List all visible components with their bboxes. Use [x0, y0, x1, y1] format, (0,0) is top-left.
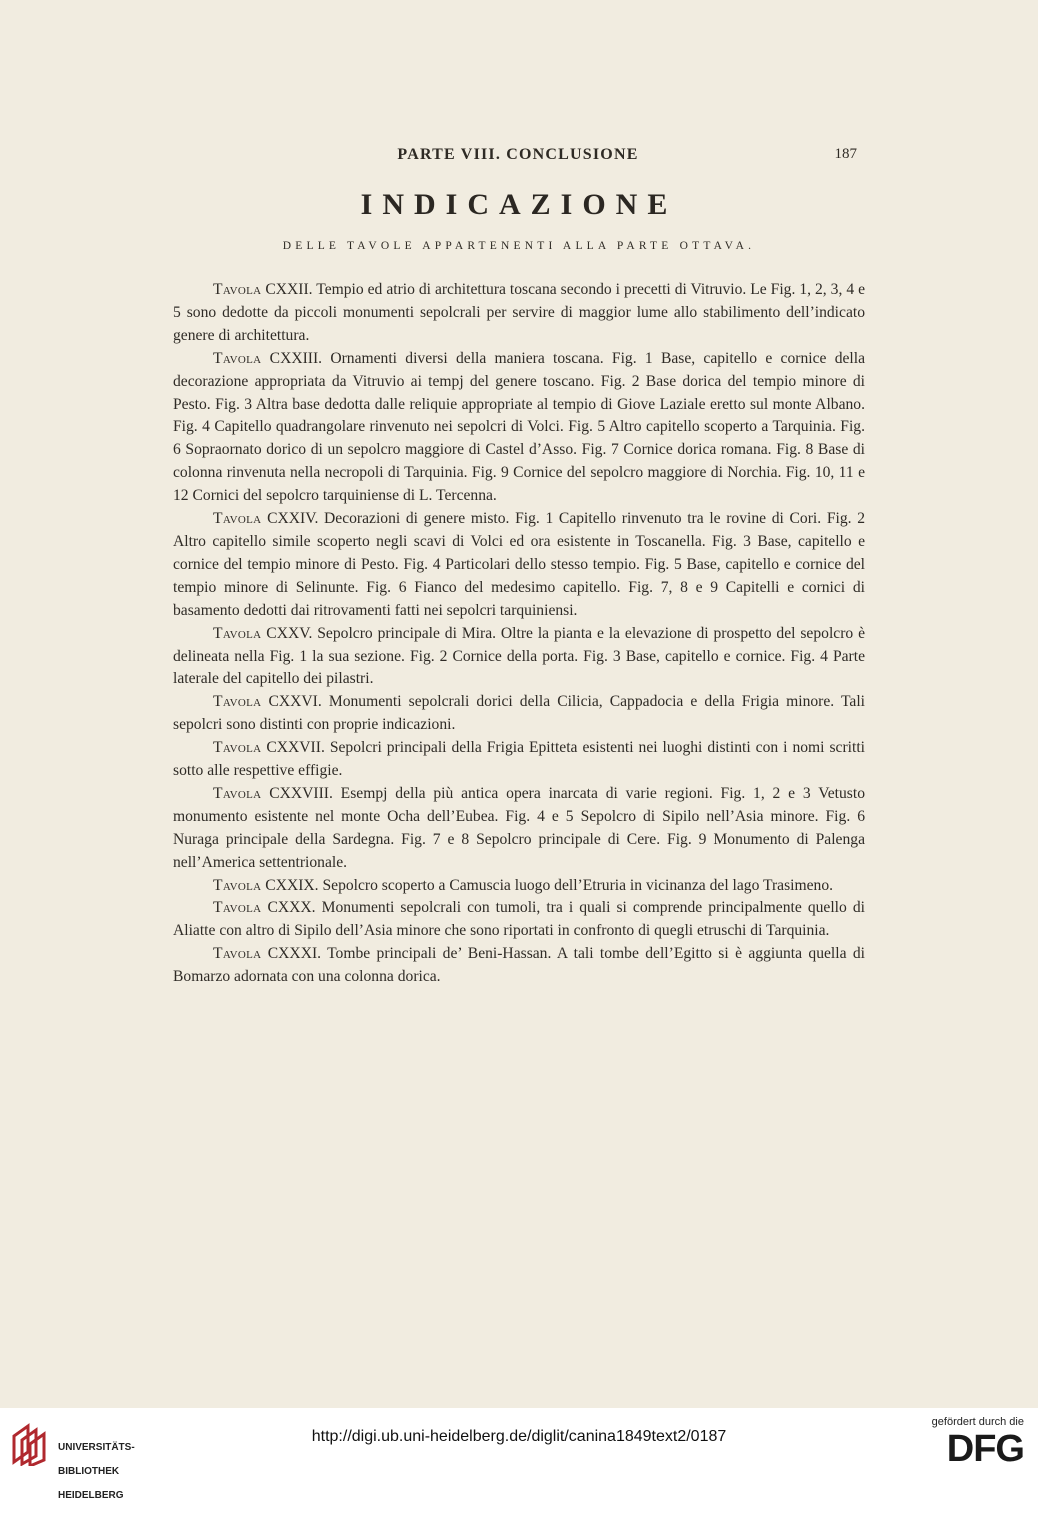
plate-description: CXXVIII. Esempj della più antica opera inarcata di varie regioni. Fig. 1, 2 e 3 Vetusto monumento esistente nel monte Ocha dell’Eubea. Fig. 4 e 5 Sepolcro di Sipilo nell’Asia minore. Fig. 6 Nuraga principale della Sardegna. Fig. 7 e 8 Sepolcro principale di Cere. Fig. 9 Monumento di Palenga nell’America settentrionale.	[173, 784, 865, 871]
library-line: BIBLIOTHEK	[58, 1466, 120, 1477]
plate-label: Tavola	[213, 510, 262, 528]
dfg-caption: gefördert durch die	[931, 1416, 1024, 1428]
plate-description: CXXIX. Sepolcro scoperto a Camuscia luogo dell’Etruria in vicinanza del lago Trasimeno.	[261, 876, 834, 894]
plate-entry	[173, 737, 865, 783]
dfg-logo-icon: DFG	[946, 1428, 1024, 1470]
page-number: 187	[834, 146, 857, 162]
plate-entry	[173, 875, 865, 898]
plate-label: Tavola	[213, 739, 262, 757]
plate-description: CXXVII. Sepolcri principali della Frigia Epitteta esistenti nei luoghi distinti con i nomi scritti sotto alle respettive effigie.	[173, 739, 865, 780]
running-head: PARTE VIII. CONCLUSIONE	[397, 146, 639, 163]
plate-description: CXXXI. Tombe principali de’ Beni-Hassan. A tali tombe dell’Egitto si è aggiunta quella di Bomarzo adornata con una colonna dorica.	[173, 945, 865, 986]
plate-label: Tavola	[213, 624, 262, 642]
page-subtitle: DELLE TAVOLE APPARTENENTI ALLA PARTE OTTAVA.	[282, 240, 756, 252]
dfg-logo[interactable]	[914, 1416, 1024, 1470]
permalink-url[interactable]: http://digi.ub.uni-heidelberg.de/diglit/canina1849text2/0187	[311, 1428, 727, 1445]
plate-description: CXXIII. Ornamenti diversi della maniera toscana. Fig. 1 Base, capitello e cornice della decorazione appropriata da Vitruvio ai tempj del genere toscano. Fig. 2 Base dorica del tempio minore di Pesto. Fig. 3 Altra base dedotta dalle reliquie appropriate al tempio di Giove Laziale eretto sul monte Albano. Fig. 4 Capitello quadrangolare rinvenuto nei sepolcri di Volci. Fig. 5 Altro capitello scoperto a Tarquinia. Fig. 6 Sopraornato dorico di un sepolcro maggiore di Castel d’Asso. Fig. 7 Cornice dorica romana. Fig. 8 Base di colonna rinvenuta nella necropoli di Tarquinia. Fig. 9 Cornice del sepolcro maggiore di Norchia. Fig. 10, 11 e 12 Cornici del sepolcro tarquiniense di L. Tercenna.	[173, 349, 865, 505]
page-title: INDICAZIONE	[360, 188, 678, 221]
plate-description: CXXX. Monumenti sepolcrali con tumoli, tra i quali si comprende principalmente quello di Aliatte con altro di Sipilo dell’Asia minore che sono riportati in confronto di quegli etruschi di Tarquinia.	[173, 899, 865, 940]
plate-label: Tavola	[213, 693, 262, 711]
plate-entry	[173, 691, 865, 737]
plate-entry	[173, 279, 865, 348]
page-header	[173, 146, 863, 168]
plate-entry	[173, 623, 865, 692]
plate-entry	[173, 897, 865, 943]
plate-entry	[173, 348, 865, 508]
library-line: HEIDELBERG	[58, 1490, 124, 1501]
plate-description: CXXIV. Decorazioni di genere misto. Fig. 1 Capitello rinvenuto tra le rovine di Cori. Fig. 2 Altro capitello simile scoperto negli scavi di Volci ed ora esistente in Toscanella. Fig. 3 Base, capitello e cornice del tempio minore di Pesto. Fig. 4 Particolari dello stesso tempio. Fig. 5 Base, capitello e cornice del tempio minore di Selinunte. Fig. 6 Fianco del medesimo capitello. Fig. 7, 8 e 9 Capitelli e cornici di basamento dedotti dai ritrovamenti fatti nei sepolcri tarquiniensi.	[173, 510, 865, 619]
plate-description: CXXV. Sepolcro principale di Mira. Oltre la pianta e la elevazione di prospetto del sepolcro è delineata nella Fig. 1 la sua sezione. Fig. 2 Cornice della porta. Fig. 3 Base, capitello e cornice. Fig. 4 Parte laterale del capitello dei pilastri.	[173, 624, 865, 688]
plate-label: Tavola	[213, 945, 262, 963]
plate-label: Tavola	[213, 784, 262, 802]
plate-entry	[173, 508, 865, 623]
plate-description: CXXVI. Monumenti sepolcrali dorici della Cilicia, Cappadocia e della Frigia minore. Tali sepolcri sono distinti con proprie indicazioni.	[173, 693, 865, 734]
plate-label: Tavola	[213, 876, 262, 894]
plate-index-list	[173, 279, 865, 989]
viewer-footer	[0, 1408, 1038, 1501]
plate-label: Tavola	[213, 899, 262, 917]
plate-description: CXXII. Tempio ed atrio di architettura toscana secondo i precetti di Vitruvio. Le Fig. 1, 2, 3, 4 e 5 sono dedotte da piccoli monumenti sepolcrali per servire di maggior lume allo stabilimento dell’indicato genere di architettura.	[173, 281, 865, 344]
plate-label: Tavola	[213, 281, 262, 298]
plate-entry	[173, 783, 865, 875]
plate-entry	[173, 943, 865, 989]
plate-label: Tavola	[213, 349, 262, 367]
library-line: UNIVERSITÄTS-	[58, 1442, 135, 1453]
